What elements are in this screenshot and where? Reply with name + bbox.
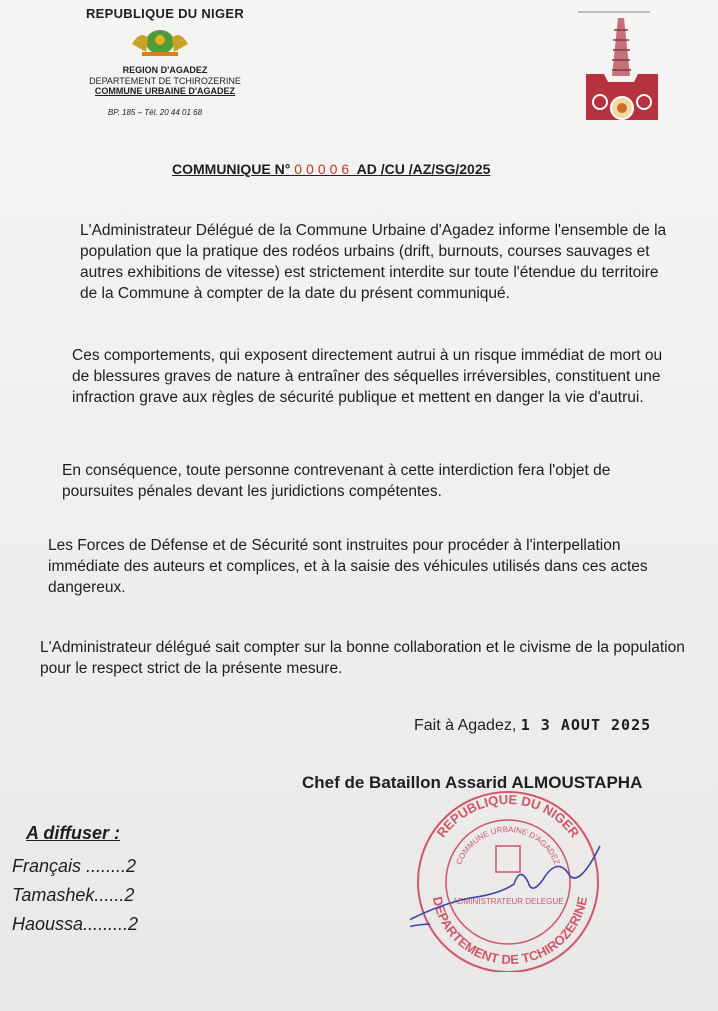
date-text: 1 3 AOUT 2025 — [520, 716, 652, 734]
republic-name: REPUBLIQUE DU NIGER — [85, 6, 245, 21]
coat-of-arms-icon — [122, 24, 198, 58]
stamp-top-text: REPUBLIQUE DU NIGER — [433, 791, 583, 841]
paragraph-risks: Ces comportements, qui exposent directement autrui à un risque immédiat de mort ou de blessures graves de nature à entraîner des séquelles irréversibles, constituent une infraction grave aux règles de sécurité publique et mettent en danger la vie d'autrui. — [72, 347, 663, 406]
agadez-mosque-logo-icon — [578, 10, 670, 130]
communique-prefix: COMMUNIQUE N° — [172, 161, 291, 177]
stamp-center-text: ADMINISTRATEUR DELEGUE — [452, 897, 564, 906]
paragraph-consequences: En conséquence, toute personne contrevenant à cette interdiction fera l'objet de poursuites pénales devant les juridictions compétentes. — [62, 462, 611, 500]
place-and-date — [414, 716, 651, 735]
communique-number: 00006 — [294, 161, 354, 177]
communique-suffix: AD /CU /AZ/SG/2025 — [356, 161, 491, 177]
department-name: DEPARTEMENT DE TCHIROZERINE — [89, 76, 241, 86]
commune-name: COMMUNE URBAINE D'AGADEZ — [94, 86, 236, 96]
communique-title — [172, 161, 490, 177]
official-stamp-icon — [410, 786, 610, 972]
distribution-item: Tamashek......2 — [12, 885, 135, 905]
distribution-item: Haoussa.........2 — [12, 914, 139, 934]
region-name: REGION D'AGADEZ — [122, 65, 208, 75]
distribution-item: Français ........2 — [12, 856, 137, 876]
paragraph-announcement: L'Administrateur Délégué de la Commune Urbaine d'Agadez informe l'ensemble de la population que la pratique des rodéos urbains (drift, burnouts, courses sauvages et autres exhibitions de vitesse) est strictement interdite sur toute l'étendue du territoire de la Commune à compter de la date du présent communiqué. — [80, 222, 667, 302]
distribution-title: A diffuser : — [26, 823, 121, 843]
distribution-list — [12, 852, 138, 939]
place-text: Fait à Agadez, — [414, 717, 517, 734]
stamp-inner-text: COMMUNE URBAINE D'AGADEZ — [454, 824, 562, 866]
stamp-bottom-text: DEPARTEMENT DE TCHIROZERINE — [429, 895, 591, 968]
letterhead — [60, 6, 270, 117]
signer-name: Chef de Bataillon Assarid ALMOUSTAPHA — [302, 773, 643, 792]
paragraph-closing: L'Administrateur délégué sait compter sur la bonne collaboration et le civisme de la population pour le respect strict de la présente mesure. — [40, 639, 685, 677]
contact-info: BP. 185 – Tél. 20 44 01 68 — [107, 108, 203, 117]
paragraph-enforcement: Les Forces de Défense et de Sécurité sont instruites pour procéder à l'interpellation immédiate des auteurs et complices, et à la saisie des véhicules utilisés dans ces actes dangereux. — [48, 537, 648, 596]
